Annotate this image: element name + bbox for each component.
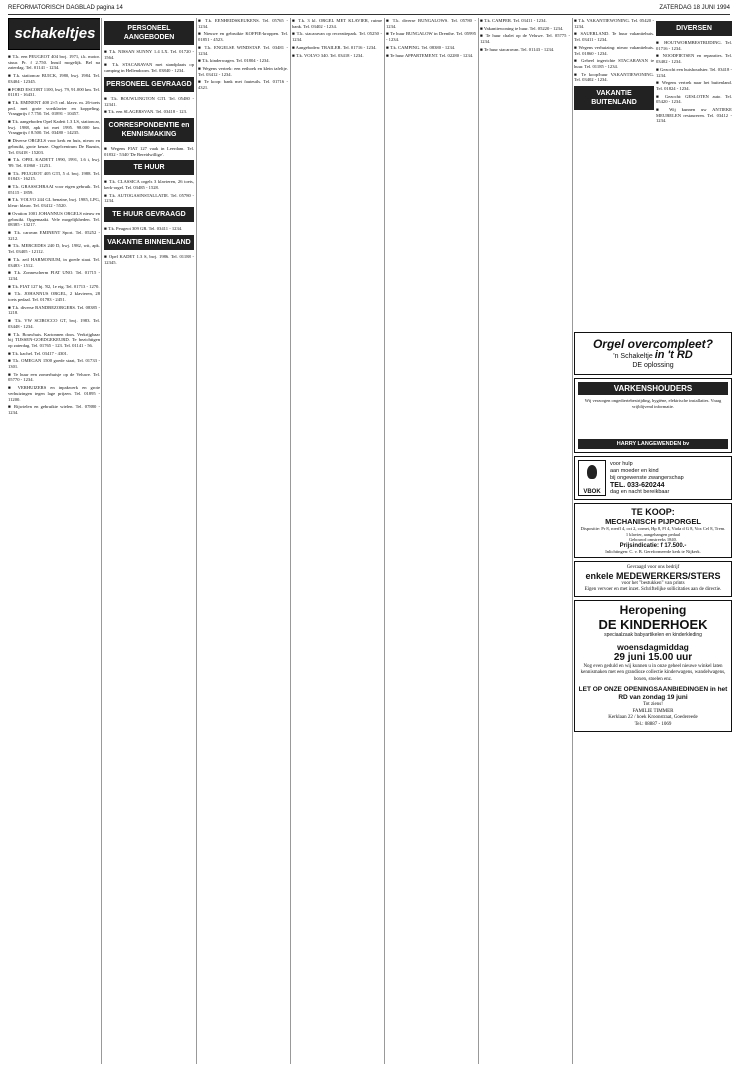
- classified-ad: ■ Te koop/huur VAKANTIEWONING. Tel. 03402 - 1234.: [574, 71, 654, 83]
- classified-ad: ■ T.k. een SLAGERSVAN. Tel. 03418 - 123.: [104, 109, 188, 115]
- classified-ad: ■ Te huur een zomerhuisje op de Veluwe. Tel. 05770 - 1234.: [8, 371, 100, 383]
- section-diversen: DIVERSEN: [656, 21, 732, 36]
- classified-ad: ■ Geheel ingerichte STACARAVAN te huur. Tel. 01185 - 1234.: [574, 58, 654, 69]
- classified-ad: ■ T.k. VAKANTIEWONING. Tel. 05420 - 1234.: [574, 18, 654, 29]
- ad-koop-line: 1 klavier, aangehangen pedaal: [625, 531, 681, 537]
- ad-vark-brand: HARRY LANGEWENDEN bv: [578, 439, 728, 449]
- ad-column: [574, 330, 732, 735]
- section-vakantie-binnenland: VAKANTIE BINNENLAND: [104, 235, 194, 250]
- classified-ad: ■ Gezocht een huishoudster. Tel. 03418 - 1234.: [656, 66, 732, 78]
- ad-orgel: [574, 332, 732, 375]
- classified-ad: ■ T.k. Peugeot 309 GR. Tel. 03411 - 1234.: [104, 226, 183, 232]
- ad-orgel-title: Orgel overcompleet?: [592, 337, 714, 351]
- classified-list: [104, 226, 194, 232]
- classified-ad: ■ T.k. ENGELSE WINDSTAP. Tel. 03481 - 1234.: [198, 44, 288, 56]
- ad-hero-name: DE KINDERHOEK: [598, 617, 708, 632]
- ad-medewerkers: [574, 561, 732, 597]
- column-3: [198, 18, 288, 1064]
- ad-vbok: [574, 456, 732, 500]
- classified-list: [198, 18, 288, 91]
- ad-hero-address: Kerklaan 22 / hoek Kroonstraat, Goedereede: [608, 715, 698, 720]
- classified-ad: ■ T.k. aangeboden Opel Kadett 1.3 LS, stationcar, bwj. 1988, apk tot mei 1995. 98.000 km. Vraagprijs f 8.500. Tel. 03480 - 14235.: [8, 119, 100, 136]
- classified-ad: ■ Wegens vertrek naar het buitenland. Tel. 01824 - 1234.: [656, 80, 732, 91]
- classified-ad: ■ T.k. CAMPER. Tel. 03411 - 1234.: [480, 18, 547, 23]
- classified-ad: ■ VERHUIZERS en inpakwerk en grote verhuizingen tegen lage prijzen. Tel. 01895 - 11200.: [8, 385, 100, 402]
- classified-ad: ■ T.k. diverse BANDBEZORGERS. Tel. 08385 - 1218.: [8, 304, 100, 316]
- section-te-huur: TE HUUR: [104, 160, 194, 175]
- classified-ad: ■ T.k. VOLVO 244 GL benzine, bwj. 1985, LPG, kleur: blauw. Tel. 03412 - 5520.: [8, 197, 100, 209]
- ad-orgel-sub: 'n Schakeltje in 't RD: [613, 349, 693, 361]
- column-rule: [196, 18, 197, 1064]
- classified-ad: ■ Ovation 1001 JOHANNUS ORGELS nieuw en gebruikt. Opgemaakt. Vele mogelijkheden. Tel. 08385 - 13217.: [8, 210, 100, 228]
- classified-ad: ■ Aangeboden: TRAILER. Tel. 01716 - 1234.: [292, 44, 377, 50]
- ad-pijporgel: [574, 503, 732, 558]
- column-4: [292, 18, 382, 1064]
- section-te-huur-gevraagd: TE HUUR GEVRAAGD: [104, 207, 194, 222]
- classified-ad: ■ T.k. OPEL KADETT 1990, 1991, 1.6 i, bwj. '89. Tel. 01860 - 11251.: [8, 157, 100, 168]
- ad-hero-tagline: speciaalzaak babyartikelen en kinderkleding: [604, 632, 702, 638]
- classified-ad: ■ Te huur BUNGALOW in Drenthe. Tel. 05995 - 1234.: [386, 31, 476, 43]
- classified-ad: ■ Gezocht: GESLOTEN auto. Tel. 05420 - 1234.: [656, 93, 732, 105]
- classified-ad: ■ T.k. Bouwhuis. Kartonnen doos. Verkrijgbaar bij TIJSSEN-GOEDGEKEURD. Te bezichtigen op zaterdag. Tel. 01765 - 123. Tel. 01141 - 56.: [8, 331, 100, 348]
- classified-ad: ■ Diverse ORGELS voor kerk en huis, nieuw en gebruikt, grote keuze. Orgelcentrum De Bazuin, Tel. 03418 - 15203.: [8, 138, 100, 155]
- ad-hero-date: 29 juni 15.00 uur: [613, 651, 693, 663]
- classified-ad: ■ T.k. VOLVO 340. Tel. 03418 - 1234.: [292, 52, 364, 58]
- column-7: [574, 18, 654, 328]
- section-personeel-aangeboden: PERSONEEL AANGEBODEN: [104, 21, 194, 45]
- classified-ad: ■ T.k. STACARAVAN met standplaats op camping in Hellendoorn. Tel. 03840 - 1234.: [104, 62, 194, 74]
- classified-ad: ■ Vakantiewoning te huur. Tel. 05220 - 1234.: [480, 25, 564, 31]
- ad-hero-day: woensdagmiddag: [617, 641, 689, 652]
- classified-ad: ■ FORD ESCORT 1100, bwj. 79, 91.000 km. Tel. 01181 - 16431.: [8, 86, 100, 98]
- ad-koop-body: Dispositie: Pr 8, roerfl 4, oct 2, cornet, Hp 8, Fl 4, Viola d G 8, Vox Cel 8, Trem.: [580, 526, 726, 531]
- classified-ad: ■ Wegens FIAT 127 vaak in Leerdam. Tel. 01832 - 5340 'De Bereidwillige'.: [104, 145, 194, 157]
- ad-heropening: [574, 600, 732, 732]
- classified-ad: ■ T.k. Zonnescherm FIAT UNO. Tel. 01715 - 1234.: [8, 270, 100, 281]
- classified-list: [8, 54, 100, 416]
- ad-vbok-text: voor hulp aan moeder en kind bij ongewenste zwangerschap TEL. 033-620244 dag en nacht bereikbaar: [610, 460, 684, 495]
- classified-ad: ■ SAUERLAND. Te huur vakantiehuis. Tel. 03411 - 1234.: [574, 31, 654, 43]
- ad-hero-offer: LET OP ONZE OPENINGSAANBIEDINGEN in het RD van zondag 19 juni: [578, 686, 728, 701]
- classified-ad: ■ T.k. BOUWLINGTON GTI. Tel. 05480 - 12341.: [104, 95, 194, 107]
- classified-ad: ■ Te huur chalet op de Veluwe. Tel. 05775 - 1234.: [480, 33, 570, 45]
- ad-koop-info: Inlichtingen: C. v. B. Gereformeerde kerk te Nijkerk.: [605, 548, 701, 554]
- column-rule: [478, 18, 479, 1064]
- classified-list: [104, 146, 194, 157]
- classified-ad: ■ T.k. CLASSICA orgels 3 klavieren, 26 toets, kerk-orgel. Tel. 03485 - 1528.: [104, 179, 194, 191]
- column-6: [480, 18, 570, 1064]
- masthead: schakeltjes: [8, 18, 100, 50]
- classified-ad: ■ Wegens vertrek: een eethoek en klein tafeltje. Tel. 03412 - 1234.: [198, 65, 288, 77]
- ad-hero-greeting: Tot ziens!: [643, 702, 663, 707]
- section-correspondentie: CORRESPONDENTIE en KENNISMAKING: [104, 118, 194, 142]
- section-personeel-gevraagd: PERSONEEL GEVRAAGD: [104, 77, 194, 92]
- classified-ad: ■ Te huur stacaravan. Tel. 01143 - 1234.: [480, 46, 555, 52]
- classified-ad: ■ T.k. een PEUGEOT 404 bwj. 1971, t.k. motor. stuur. Pr. f 2.750. Inruil mogelijk. Bel na zaterdag. Tel. 01141 - 1234.: [8, 54, 100, 71]
- classified-list: [480, 18, 570, 53]
- column-rule: [101, 18, 102, 1064]
- ad-hero-tel: Tel.: 08887 - 1069: [634, 721, 672, 727]
- ad-hero-body: Nog even geduld en wij kunnen u in onze geheel nieuwe winkel laten kennismaken met een grandioze collectie kinderwagens, wandelwagens, boxen, stoelen enz.: [580, 663, 726, 682]
- classified-ad: ■ Wij kunnen uw ANTIEKE MEUBELEN restaureren. Tel. 03412 - 1234.: [656, 107, 732, 124]
- classified-ad: ■ T.k. stationcar BUICK, 1980, bwj. 1984. Tel. 03404 - 12345.: [8, 73, 100, 84]
- header-right: ZATERDAG 18 JUNI 1994: [659, 5, 730, 11]
- column-2: [104, 18, 194, 1064]
- classified-ad: ■ T.k. EENHEIDSKEUKENS. Tel. 05765 - 1234.: [198, 18, 288, 29]
- classified-list: [104, 254, 194, 265]
- classified-ad: ■ T.k. VW SCIROCCO GT, bwj. 1983. Tel. 03448 - 1234.: [8, 318, 100, 329]
- classified-ad: ■ T.k. EMINENT 400 2×5 cnl. klavz. m. 26-toets ped. met grote voetklavier en koppeling. Vraagprijs f 7.750. Tel. 01891 - 10457.: [8, 99, 100, 117]
- column-rule: [572, 18, 573, 1064]
- classified-ad: ■ Te koop: bank met fauteuils. Tel. 01716 - 4321.: [198, 79, 288, 91]
- classified-list: [292, 18, 382, 58]
- classified-ad: ■ T.k. OMEGAN 1500 goede staat, Tel. 01733 - 1301.: [8, 358, 100, 370]
- vbok-logo-icon: VBOK: [578, 460, 606, 496]
- classified-ad: ■ T.k. AUTOGASINSTALLATIE. Tel. 05780 - 1234.: [104, 192, 194, 204]
- column-rule: [290, 18, 291, 1064]
- classified-ad: ■ T.k. MERCEDES 240 D, bwj. 1982, wit, apk. Tel. 03405 - 12112.: [8, 243, 100, 255]
- ad-koop-subtitle: MECHANISCH PIJPORGEL: [605, 517, 701, 526]
- column-5: [386, 18, 476, 1064]
- classified-list: [104, 179, 194, 204]
- classified-ad: ■ Te huur APPARTEMENT. Tel. 02280 - 1234.: [386, 52, 474, 58]
- header-left: REFORMATORISCH DAGBLAD pagina 14: [8, 5, 123, 11]
- ad-vark-head: VARKENSHOUDERS: [578, 382, 728, 395]
- classified-ad: ■ T.k. kinderwagen. Tel. 01804 - 1234.: [198, 58, 270, 64]
- classified-ad: ■ Opel KADET 1.3 S, bwj. 1986. Tel. 01188 - 12345.: [104, 253, 194, 265]
- classified-ad: ■ Nieuwe en gebruikte KOFFIE-kroppen. Tel. 01851 - 4523.: [198, 31, 288, 43]
- classified-ad: ■ T.k. PEUGEOT 405 GTI, 5 d. bwj. 1988. Tel. 01843 - 16215.: [8, 170, 100, 182]
- ad-medew-title: enkele MEDEWERKERS/STERS: [585, 571, 721, 581]
- classified-list: [386, 18, 476, 58]
- classified-ad: ■ T.k. CAMPING. Tel. 08380 - 1234.: [386, 44, 456, 50]
- ad-koop-title: TE KOOP:: [631, 507, 675, 517]
- classified-ad: ■ T.k. zeil HARMONIUM, in goede staat. Tel. 03483 - 1512.: [8, 256, 100, 268]
- ad-koop-line2: Gebouwd omstreeks 1840.: [628, 537, 678, 542]
- ad-vark-body: Wij verzorgen ongediertebestrijding, hygiëne, elektrische installaties. Vraag vrijblijvend informatie.: [584, 398, 722, 409]
- classified-ad: ■ T.k. NISSAN SUNNY 1.4 LX. Tel. 01720 - 1564.: [104, 49, 194, 60]
- ad-medew-small: Gevraagd voor ons bedrijf: [626, 565, 680, 570]
- column-rule: [384, 18, 385, 1064]
- classified-ad: ■ T.k. 3 kl. ORGEL MET KLAVIER, ruime bank. Tel. 03402 - 1234.: [292, 18, 382, 29]
- classified-list: [104, 96, 194, 115]
- column-1: [8, 18, 100, 1064]
- classified-ad: ■ T.k. FIAT 127 bj. '82, 1e eig. Tel. 01713 - 1270.: [8, 283, 100, 289]
- ad-medew-sub: voor het "bestukken" van prints: [621, 581, 685, 586]
- section-vakantie-buitenland: VAKANTIE BUITENLAND: [574, 86, 654, 110]
- classified-ad: ■ Rijwielen en gebruikte wielen. Tel. 07880 - 1234.: [8, 404, 100, 415]
- classified-ad: ■ NOODFIETSEN en reparaties. Tel. 03402 - 1234.: [656, 53, 732, 65]
- classified-ad: ■ T.k. diverse BUNGALOWS. Tel. 05780 - 1234.: [386, 18, 476, 29]
- classified-ad: ■ T.k. kachel. Tel. 03417 - 4301.: [8, 350, 68, 356]
- classified-ad: ■ HOUTWORMBESTRIJDING. Tel. 01716 - 1234.: [656, 40, 732, 51]
- ad-hero-family: FAMILIE TIMMER: [632, 708, 674, 714]
- ad-hero-title: Heropening: [619, 603, 687, 617]
- column-8: [656, 18, 732, 328]
- page-header: [8, 4, 730, 15]
- ad-koop-price: Prijsindicatie: f 17.500.-: [619, 542, 687, 549]
- classified-list: [656, 40, 732, 124]
- classified-list: [574, 18, 654, 83]
- classified-ad: ■ T.k. caravan EMINENT Sport. Tel. 05252 - 3212.: [8, 229, 100, 241]
- classified-ad: ■ T.k. GRASSCHRAAI voor eigen gebruik. Tel. 05115 - 1859.: [8, 184, 100, 195]
- ad-varkenshouders: [574, 378, 732, 453]
- ad-medew-body: Eigen vervoer en met inzet. Schriftelijke sollicitaties aan de directie.: [584, 587, 722, 592]
- classified-ad: ■ Wegens verhuizing: nieuw vakantiehuis. Tel. 01860 - 1234.: [574, 44, 654, 56]
- classified-ad: ■ T.k. stacaravan op recreatiepark. Tel. 05250 - 1234.: [292, 31, 382, 43]
- ad-orgel-foot: DE oplossing: [632, 362, 674, 369]
- classified-list: [104, 49, 194, 74]
- classified-ad: ■ T.k. JOHANNUS ORGEL, 2 klavieren, 28 toets pedaal. Tel. 01783 - 2451.: [8, 291, 100, 303]
